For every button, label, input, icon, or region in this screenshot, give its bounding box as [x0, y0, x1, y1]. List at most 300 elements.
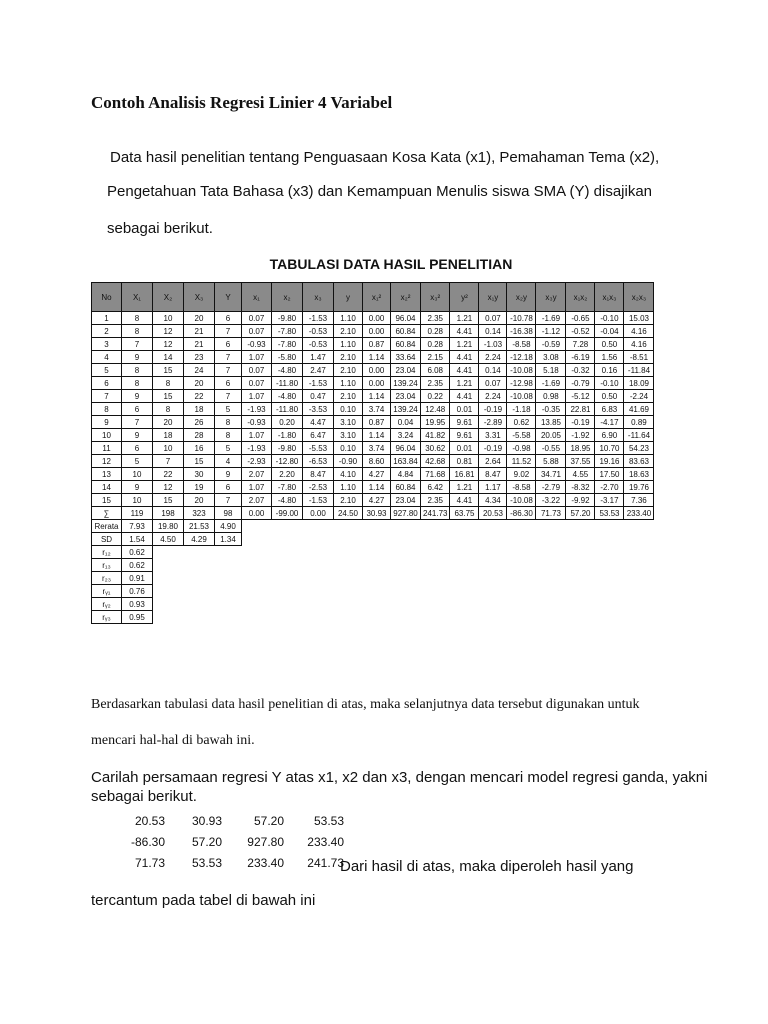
empty-cell: [624, 585, 654, 598]
empty-cell: [507, 611, 536, 624]
table-cell: 198: [153, 507, 184, 520]
table-cell: 0.04: [391, 416, 421, 429]
table-cell: 4.16: [624, 338, 654, 351]
table-cell: -9.80: [272, 312, 303, 325]
table-header-row: [92, 283, 654, 312]
empty-cell: [450, 585, 479, 598]
empty-cell: [334, 559, 363, 572]
table-cell: -0.19: [566, 416, 595, 429]
table-cell: -3.53: [303, 403, 334, 416]
table-cell: -2.93: [242, 455, 272, 468]
table-cell: -1.53: [303, 494, 334, 507]
table-cell: 20.53: [479, 507, 507, 520]
table-cell: 927.80: [391, 507, 421, 520]
table-cell: -2.89: [479, 416, 507, 429]
empty-cell: [479, 533, 507, 546]
table-cell: 15: [153, 364, 184, 377]
empty-cell: [215, 585, 242, 598]
table-cell: 0.50: [595, 390, 624, 403]
empty-cell: [391, 533, 421, 546]
empty-cell: [334, 520, 363, 533]
table-cell: 2: [92, 325, 122, 338]
table-cell: -0.55: [536, 442, 566, 455]
empty-cell: [507, 559, 536, 572]
table-cell: 7.28: [566, 338, 595, 351]
empty-cell: [507, 572, 536, 585]
empty-cell: [391, 611, 421, 624]
paragraph-2: mencari hal-hal di bawah ini.: [91, 733, 255, 748]
matrix-cell: 233.40: [307, 834, 344, 849]
regression-matrix: [112, 810, 344, 873]
table-cell: 0.01: [450, 442, 479, 455]
empty-cell: [215, 572, 242, 585]
empty-cell: [421, 546, 450, 559]
paragraph-4: Dari hasil di atas, maka diperoleh hasil yang: [340, 858, 634, 875]
table-cell: 4.16: [624, 325, 654, 338]
empty-cell: [479, 611, 507, 624]
table-cell: 8: [122, 364, 153, 377]
table-cell: 41.82: [421, 429, 450, 442]
table-cell: -1.69: [536, 312, 566, 325]
table-cell: 5: [215, 442, 242, 455]
table-cell: SD: [92, 533, 122, 546]
table-cell: 13: [92, 468, 122, 481]
table-cell: -6.53: [303, 455, 334, 468]
table-cell: 5: [215, 403, 242, 416]
table-cell: 3.74: [363, 442, 391, 455]
empty-cell: [184, 585, 215, 598]
table-cell: 0.00: [363, 364, 391, 377]
empty-cell: [334, 533, 363, 546]
table-cell: 2.07: [242, 494, 272, 507]
table-cell: 0.62: [122, 559, 153, 572]
correlation-row: [92, 585, 654, 598]
empty-cell: [595, 546, 624, 559]
table-cell: 10: [122, 494, 153, 507]
table-cell: 241.73: [421, 507, 450, 520]
table-cell: -7.80: [272, 325, 303, 338]
table-cell: -5.12: [566, 390, 595, 403]
table-cell: 24.50: [334, 507, 363, 520]
table-cell: 2.07: [242, 468, 272, 481]
column-header: x₂y: [507, 283, 536, 312]
table-row: [92, 416, 654, 429]
table-cell: -0.52: [566, 325, 595, 338]
matrix-cell: 233.40: [247, 855, 284, 870]
table-cell: 4.10: [334, 468, 363, 481]
table-cell: 12.48: [421, 403, 450, 416]
sum-row: [92, 507, 654, 520]
table-cell: 6: [92, 377, 122, 390]
table-cell: 0.62: [122, 546, 153, 559]
table-cell: 0.95: [122, 611, 153, 624]
matrix-row: [112, 810, 344, 831]
table-cell: 28: [184, 429, 215, 442]
table-cell: 16: [184, 442, 215, 455]
table-cell: -5.53: [303, 442, 334, 455]
table-cell: 23.04: [391, 364, 421, 377]
table-cell: r₁₃: [92, 559, 122, 572]
matrix-cell: 71.73: [134, 855, 165, 870]
empty-cell: [595, 598, 624, 611]
table-cell: 19.76: [624, 481, 654, 494]
table-cell: 1.10: [334, 312, 363, 325]
table-cell: 23: [184, 351, 215, 364]
table-cell: -99.00: [272, 507, 303, 520]
table-cell: 18: [153, 429, 184, 442]
table-cell: -0.79: [566, 377, 595, 390]
empty-cell: [536, 611, 566, 624]
empty-cell: [507, 520, 536, 533]
empty-cell: [624, 520, 654, 533]
table-cell: 0.87: [363, 338, 391, 351]
column-header: x₃: [303, 283, 334, 312]
table-cell: 1.14: [363, 390, 391, 403]
empty-cell: [153, 572, 184, 585]
table-cell: 0.81: [450, 455, 479, 468]
empty-cell: [595, 559, 624, 572]
table-cell: 7: [153, 455, 184, 468]
table-cell: 233.40: [624, 507, 654, 520]
table-cell: 1.07: [242, 429, 272, 442]
table-cell: 8: [122, 325, 153, 338]
table-cell: 0.07: [242, 377, 272, 390]
table-cell: 0.00: [363, 325, 391, 338]
table-cell: 10: [122, 468, 153, 481]
table-cell: 1.14: [363, 481, 391, 494]
empty-cell: [421, 585, 450, 598]
empty-cell: [272, 546, 303, 559]
table-cell: 7: [215, 351, 242, 364]
table-cell: 6.90: [595, 429, 624, 442]
empty-cell: [303, 520, 334, 533]
table-cell: 1.47: [303, 351, 334, 364]
table-cell: 98: [215, 507, 242, 520]
empty-cell: [272, 572, 303, 585]
matrix-cell: 57.20: [253, 813, 284, 828]
empty-cell: [479, 546, 507, 559]
table-cell: -1.12: [536, 325, 566, 338]
document-title: Contoh Analisis Regresi Linier 4 Variabel: [91, 93, 393, 112]
table-cell: -16.38: [507, 325, 536, 338]
table-cell: -86.30: [507, 507, 536, 520]
table-cell: 4.34: [479, 494, 507, 507]
table-cell: -8.32: [566, 481, 595, 494]
table-cell: -4.80: [272, 390, 303, 403]
table-row: [92, 377, 654, 390]
table-cell: 6: [122, 403, 153, 416]
column-header: y: [334, 283, 363, 312]
table-cell: 4.41: [450, 325, 479, 338]
empty-cell: [303, 598, 334, 611]
empty-cell: [363, 585, 391, 598]
table-cell: 30.93: [363, 507, 391, 520]
empty-cell: [479, 520, 507, 533]
table-cell: 323: [184, 507, 215, 520]
table-cell: 2.35: [421, 494, 450, 507]
table-cell: -2.79: [536, 481, 566, 494]
table-cell: -6.19: [566, 351, 595, 364]
mean-row: [92, 520, 654, 533]
table-cell: -0.19: [479, 403, 507, 416]
empty-cell: [272, 611, 303, 624]
empty-cell: [421, 611, 450, 624]
empty-cell: [479, 572, 507, 585]
column-header: x₃y: [536, 283, 566, 312]
empty-cell: [391, 585, 421, 598]
empty-cell: [421, 559, 450, 572]
empty-cell: [272, 559, 303, 572]
table-cell: 0.00: [363, 377, 391, 390]
empty-cell: [272, 585, 303, 598]
table-cell: -9.80: [272, 442, 303, 455]
table-cell: 1.14: [363, 429, 391, 442]
table-row: [92, 481, 654, 494]
correlation-row: [92, 572, 654, 585]
table-cell: 34.71: [536, 468, 566, 481]
table-cell: 0.10: [334, 442, 363, 455]
column-header: y²: [450, 283, 479, 312]
empty-cell: [153, 546, 184, 559]
empty-cell: [421, 520, 450, 533]
table-cell: 14: [153, 351, 184, 364]
table-cell: 4.29: [184, 533, 215, 546]
table-row: [92, 429, 654, 442]
table-cell: 7: [215, 390, 242, 403]
table-cell: 10: [92, 429, 122, 442]
table-cell: 0.62: [507, 416, 536, 429]
table-cell: 60.84: [391, 325, 421, 338]
table-cell: 2.10: [334, 351, 363, 364]
table-cell: 6: [215, 481, 242, 494]
table-cell: 19: [184, 481, 215, 494]
table-cell: 9: [215, 468, 242, 481]
table-cell: 42.68: [421, 455, 450, 468]
table-row: [92, 494, 654, 507]
table-cell: -10.08: [507, 494, 536, 507]
column-header: x₂²: [391, 283, 421, 312]
empty-cell: [184, 546, 215, 559]
empty-cell: [479, 598, 507, 611]
empty-cell: [566, 572, 595, 585]
table-cell: 10: [153, 312, 184, 325]
table-cell: 22: [153, 468, 184, 481]
table-cell: 20: [184, 377, 215, 390]
table-cell: 0.47: [303, 390, 334, 403]
empty-cell: [215, 559, 242, 572]
table-cell: 71.68: [421, 468, 450, 481]
matrix-cell: 30.93: [191, 813, 222, 828]
empty-cell: [507, 585, 536, 598]
table-cell: 8: [122, 377, 153, 390]
table-cell: 1.54: [122, 533, 153, 546]
data-table: [91, 282, 654, 624]
table-cell: 2.15: [421, 351, 450, 364]
table-cell: 96.04: [391, 442, 421, 455]
table-cell: 6.83: [595, 403, 624, 416]
table-cell: ∑: [92, 507, 122, 520]
empty-cell: [363, 572, 391, 585]
table-title: TABULASI DATA HASIL PENELITIAN: [269, 256, 513, 272]
table-cell: 0.87: [363, 416, 391, 429]
table-cell: rᵧ₁: [92, 585, 122, 598]
table-cell: -8.58: [507, 481, 536, 494]
table-cell: 18.63: [624, 468, 654, 481]
empty-cell: [242, 546, 272, 559]
table-cell: 0.93: [122, 598, 153, 611]
table-row: [92, 468, 654, 481]
table-cell: 12: [92, 455, 122, 468]
table-cell: -0.04: [595, 325, 624, 338]
table-cell: 1.21: [450, 481, 479, 494]
table-cell: 7: [122, 416, 153, 429]
table-cell: 4.41: [450, 351, 479, 364]
table-cell: 8.60: [363, 455, 391, 468]
matrix-row: [112, 831, 344, 852]
table-cell: 6.42: [421, 481, 450, 494]
table-cell: 3.74: [363, 403, 391, 416]
table-cell: 30.62: [421, 442, 450, 455]
table-cell: 9.61: [450, 429, 479, 442]
table-cell: 9: [122, 351, 153, 364]
table-cell: -8.58: [507, 338, 536, 351]
table-cell: 3.08: [536, 351, 566, 364]
empty-cell: [303, 585, 334, 598]
table-cell: 2.64: [479, 455, 507, 468]
column-header: x₂x₃: [624, 283, 654, 312]
table-cell: 4: [92, 351, 122, 364]
empty-cell: [303, 546, 334, 559]
table-cell: 20: [153, 416, 184, 429]
table-cell: 19.16: [595, 455, 624, 468]
table-cell: 139.24: [391, 403, 421, 416]
table-cell: -12.18: [507, 351, 536, 364]
table-cell: -11.64: [624, 429, 654, 442]
table-cell: 4.27: [363, 468, 391, 481]
table-cell: 8.47: [303, 468, 334, 481]
table-cell: 0.14: [479, 364, 507, 377]
table-cell: -0.93: [242, 416, 272, 429]
table-row: [92, 442, 654, 455]
table-cell: -1.92: [566, 429, 595, 442]
table-cell: 0.07: [479, 312, 507, 325]
table-cell: 7: [122, 338, 153, 351]
table-cell: 15: [92, 494, 122, 507]
table-cell: 0.14: [479, 325, 507, 338]
empty-cell: [536, 572, 566, 585]
table-cell: 19.80: [153, 520, 184, 533]
table-cell: -12.80: [272, 455, 303, 468]
empty-cell: [450, 559, 479, 572]
table-cell: 0.89: [624, 416, 654, 429]
table-cell: 6.08: [421, 364, 450, 377]
table-cell: 20.05: [536, 429, 566, 442]
empty-cell: [334, 598, 363, 611]
table-cell: -7.80: [272, 338, 303, 351]
table-cell: 22: [184, 390, 215, 403]
empty-cell: [450, 572, 479, 585]
table-cell: -0.98: [507, 442, 536, 455]
table-cell: 12: [153, 481, 184, 494]
empty-cell: [153, 598, 184, 611]
table-cell: -0.93: [242, 338, 272, 351]
column-header: x₂: [272, 283, 303, 312]
table-cell: 139.24: [391, 377, 421, 390]
table-cell: rᵧ₂: [92, 598, 122, 611]
table-cell: 1.10: [334, 481, 363, 494]
table-cell: -5.80: [272, 351, 303, 364]
table-cell: -1.69: [536, 377, 566, 390]
empty-cell: [153, 611, 184, 624]
empty-cell: [595, 520, 624, 533]
table-cell: -4.17: [595, 416, 624, 429]
empty-cell: [595, 611, 624, 624]
empty-cell: [536, 520, 566, 533]
empty-cell: [334, 546, 363, 559]
empty-cell: [242, 611, 272, 624]
column-header: x₁: [242, 283, 272, 312]
table-cell: -0.10: [595, 377, 624, 390]
matrix-row: [112, 852, 344, 873]
empty-cell: [536, 585, 566, 598]
empty-cell: [566, 546, 595, 559]
table-cell: 23.04: [391, 390, 421, 403]
table-cell: 8: [215, 429, 242, 442]
table-cell: 0.20: [272, 416, 303, 429]
table-cell: 3.10: [334, 429, 363, 442]
table-cell: 0.00: [363, 312, 391, 325]
table-cell: 12: [153, 338, 184, 351]
paragraph-3: Carilah persamaan regresi Y atas x1, x2 dan x3, dengan mencari model regresi ganda, yakni sebagai berikut.: [91, 769, 708, 805]
empty-cell: [391, 546, 421, 559]
table-cell: 6: [122, 442, 153, 455]
empty-cell: [536, 546, 566, 559]
table-row: [92, 403, 654, 416]
table-cell: 96.04: [391, 312, 421, 325]
table-cell: 4.50: [153, 533, 184, 546]
table-cell: -4.80: [272, 494, 303, 507]
table-cell: 20: [184, 312, 215, 325]
empty-cell: [421, 598, 450, 611]
table-cell: -2.53: [303, 481, 334, 494]
empty-cell: [624, 611, 654, 624]
table-cell: 8: [92, 403, 122, 416]
empty-cell: [363, 598, 391, 611]
empty-cell: [153, 585, 184, 598]
empty-cell: [334, 585, 363, 598]
table-cell: 8: [153, 377, 184, 390]
table-cell: -5.58: [507, 429, 536, 442]
table-cell: 1.07: [242, 390, 272, 403]
column-header: No: [92, 283, 122, 312]
table-cell: -9.92: [566, 494, 595, 507]
table-cell: -3.22: [536, 494, 566, 507]
empty-cell: [391, 520, 421, 533]
table-cell: 60.84: [391, 481, 421, 494]
column-header: Y: [215, 283, 242, 312]
table-cell: 10.70: [595, 442, 624, 455]
table-cell: 0.01: [450, 403, 479, 416]
table-cell: 15.03: [624, 312, 654, 325]
empty-cell: [624, 559, 654, 572]
table-cell: 1.21: [450, 377, 479, 390]
table-cell: 8.47: [479, 468, 507, 481]
table-cell: 2.35: [421, 377, 450, 390]
table-cell: 14: [92, 481, 122, 494]
table-cell: -11.80: [272, 377, 303, 390]
empty-cell: [479, 559, 507, 572]
table-cell: 19.95: [421, 416, 450, 429]
